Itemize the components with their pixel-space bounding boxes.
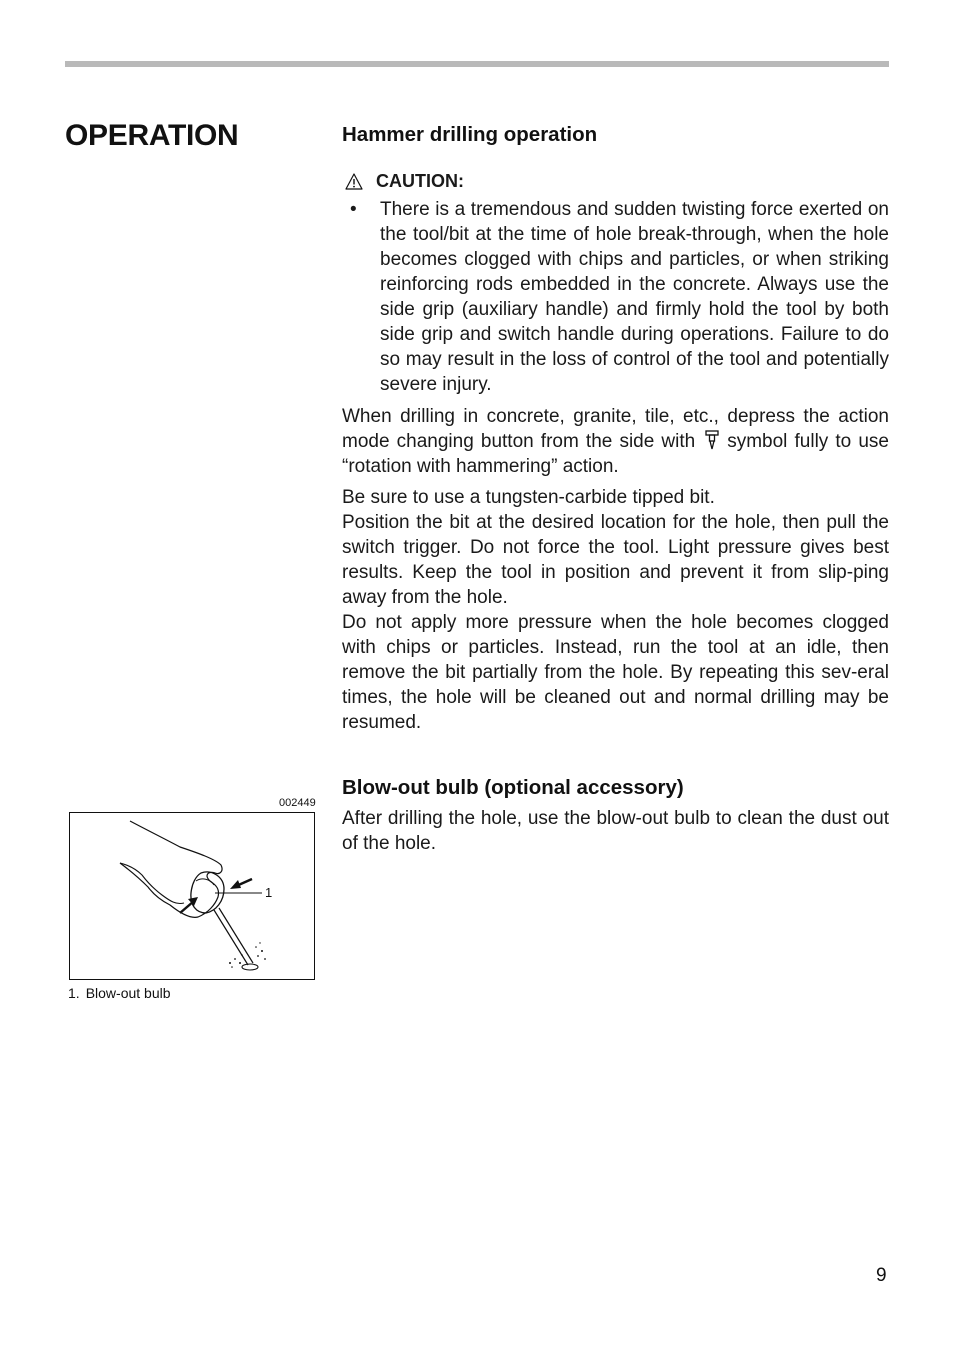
figure-caption (68, 985, 171, 1001)
figure-code: 002449 (279, 797, 316, 809)
mode-text-before: When drilling in concrete, granite, tile, etc., depress the action mode changing button from the side with (342, 406, 889, 452)
hammer-drill-symbol-icon (705, 430, 719, 450)
top-rule (65, 61, 889, 67)
section-title: OPERATION (65, 119, 239, 152)
caution-label: CAUTION: (376, 171, 464, 191)
page-number: 9 (876, 1265, 887, 1286)
caption-number: 1. (68, 985, 80, 1001)
blowout-bulb-illustration (70, 813, 313, 978)
bit-line-2: Position the bit at the desired location for the hole, then pull the switch trigger. Do not force the tool. Light pressure gives best results. Keep the tool in position and prevent it from slip-ping away from the hole. (342, 512, 889, 608)
mode-text-after: symbol fully to use “rotation with hammering” action. (342, 431, 889, 477)
blowout-bulb-figure (69, 812, 315, 980)
blowout-heading: Blow-out bulb (optional accessory) (342, 776, 684, 799)
warning-triangle-icon (345, 173, 363, 190)
caution-text: There is a tremendous and sudden twisting force exerted on the tool/bit at the time of hole break-through, when the hole becomes clogged with chips and particles, or when striking reinforcing rods embedded in the concrete. Always use the side grip (auxiliary handle) and firmly hold the tool by both side grip and switch handle during operations. Failure to do so may result in the loss of control of the tool and potentially severe injury. (380, 199, 889, 395)
caution-header (342, 169, 889, 193)
caution-bullet (342, 197, 889, 397)
mode-paragraph (342, 404, 889, 479)
main-content (342, 120, 889, 856)
bullet-dot: • (350, 199, 357, 220)
bit-line-1: Be sure to use a tungsten-carbide tipped bit. (342, 487, 715, 508)
caption-text: Blow-out bulb (85, 985, 171, 1001)
figure-callout: 1 (265, 885, 273, 900)
hammer-heading: Hammer drilling operation (342, 123, 598, 146)
bit-line-3: Do not apply more pressure when the hole becomes clogged with chips or particles. Instead, run the tool at an idle, then remove the bit partially from the hole. By repeating this sev-eral times, the hole will be cleaned out and normal drilling may be resumed. (342, 612, 889, 733)
blowout-text: After drilling the hole, use the blow-out bulb to clean the dust out of the hole. (342, 808, 889, 854)
